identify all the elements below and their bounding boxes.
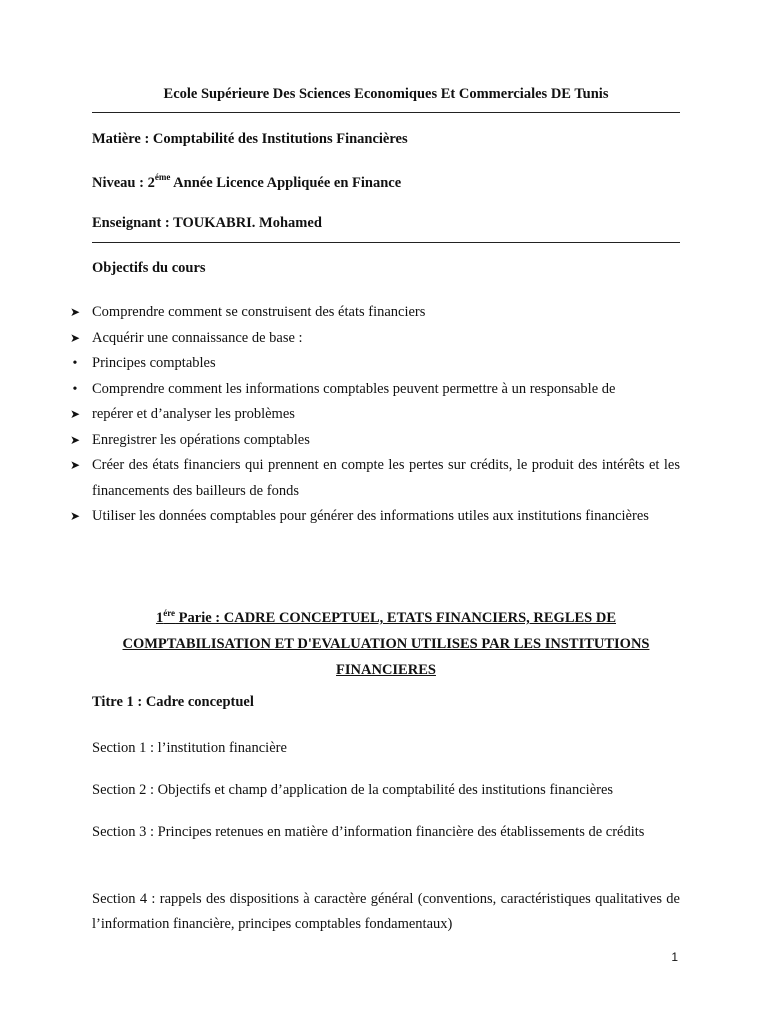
arrowhead-bullet-icon: ➤ (69, 407, 81, 421)
niveau-suffix: Année Licence Appliquée en Finance (170, 174, 402, 191)
section-line: Section 2 : Objectifs et champ d’application de la comptabilité des institutions financières (92, 782, 614, 798)
arrowhead-bullet-icon: ➤ (69, 432, 81, 447)
section-line: Section 4 : rappels des dispositions à caractère général (conventions, caractéristiques qualitatives de l’information financière, principes comptables fondamentaux) (92, 891, 680, 932)
list-item-text: Utiliser les données comptables pour générer des informations utiles aux institutions financières (92, 508, 649, 524)
list-item (0, 504, 680, 530)
list-item-text: Enregistrer les opérations comptables (92, 431, 310, 448)
partie-text: Parie : CADRE CONCEPTUEL, ETATS FINANCIERS, REGLES DE COMPTABILISATION ET D'EVALUATION UTILISES PAR LES INSTITUTIONS FINANCIERES (122, 609, 650, 678)
list-item-text: Principes comptables (92, 355, 216, 371)
partie-number: 1 (155, 609, 164, 626)
list-item-text: Comprendre comment les informations comptables peuvent permettre à un responsable de (92, 380, 616, 397)
section-line: Section 3 : Principes retenues en matière d’information financière des établissements de crédits (92, 824, 645, 840)
list-item (0, 402, 680, 428)
arrowhead-bullet-icon: ➤ (69, 330, 81, 345)
titre-heading: Titre 1 : Cadre conceptuel (92, 694, 254, 710)
list-item (0, 428, 680, 454)
section-line: Section 1 : l’institution financière (92, 740, 287, 756)
top-divider (92, 112, 680, 113)
niveau-superscript: éme (154, 172, 171, 182)
enseignant-line: Enseignant : TOUKABRI. Mohamed (92, 215, 322, 231)
school-title: Ecole Supérieure Des Sciences Economiques Et Commerciales DE Tunis (163, 86, 609, 102)
objectifs-list (0, 300, 768, 530)
list-item-text: Créer des états financiers qui prennent en compte les pertes sur crédits, le produit des intérêts et les financements des bailleurs de fonds (92, 457, 680, 499)
dot-bullet-icon: • (72, 381, 78, 397)
matiere-line: Matière : Comptabilité des Institutions Financières (92, 131, 408, 147)
arrowhead-bullet-icon: ➤ (69, 305, 81, 319)
list-item (0, 453, 680, 504)
list-item (0, 326, 680, 352)
objectifs-heading: Objectifs du cours (92, 260, 206, 276)
arrowhead-bullet-icon: ➤ (69, 458, 81, 472)
list-item (0, 351, 680, 377)
list-item-text: repérer et d’analyser les problèmes (92, 406, 295, 422)
dot-bullet-icon: • (72, 356, 78, 371)
list-item (0, 300, 680, 326)
partie-superscript: ére (163, 608, 176, 618)
niveau-line (92, 173, 401, 192)
list-item (0, 377, 680, 403)
page-number: 1 (671, 950, 678, 964)
list-item-text: Acquérir une connaissance de base : (92, 329, 303, 346)
niveau-prefix: Niveau : 2 (92, 174, 155, 191)
list-item-text: Comprendre comment se construisent des états financiers (92, 304, 426, 320)
bottom-divider (92, 242, 680, 243)
arrowhead-bullet-icon: ➤ (69, 509, 81, 523)
partie-heading (92, 600, 680, 683)
